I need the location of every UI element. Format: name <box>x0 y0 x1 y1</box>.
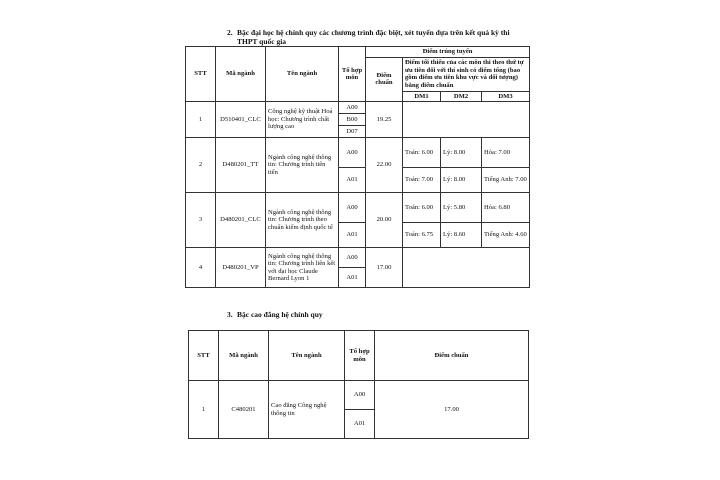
admission-table-college <box>188 330 529 439</box>
t2-header-diem-chuan: Điểm chuẩn <box>375 331 529 381</box>
row-4-stt: 4 <box>186 248 216 288</box>
table-row <box>186 102 530 114</box>
section-3-heading <box>227 310 527 319</box>
row-3-combo-a00: A00 <box>339 193 366 223</box>
row-4-combo-a00: A00 <box>339 248 366 268</box>
row-3-ma-nganh: D480201_CLC <box>216 193 266 248</box>
header-diem-trung-tuyen: Điểm trúng tuyển <box>366 47 530 58</box>
row-2-a00-dm3: Hóa: 7.00 <box>482 138 530 168</box>
row-3-a01-dm3: Tiếng Anh: 4.60 <box>482 223 530 248</box>
header-diem-toi-thieu: Điểm tối thiểu của các môn thi theo thứ tự ưu tiên đối với thí sinh có điểm tổng (bao gồm điểm ưu tiên khu vực và đối tượng) bằng điểm chuẩn <box>403 57 530 91</box>
row-3-diem-chuan: 20.00 <box>366 193 403 248</box>
row-4-diem-chuan: 17.00 <box>366 248 403 288</box>
t2-header-ma-nganh: Mã ngành <box>219 331 269 381</box>
section-3-number: 3. <box>227 310 233 319</box>
row-2-ten-nganh: Ngành công nghệ thông tin: Chương trình tiên tiến <box>266 138 339 193</box>
row-3-a00-dm3: Hóa: 6.80 <box>482 193 530 223</box>
section-2-number: 2. <box>227 28 233 37</box>
table-row <box>186 193 530 223</box>
header-ten-nganh: Tên ngành <box>266 47 339 102</box>
section-3-title: Bậc cao đẳng hệ chính quy <box>237 310 323 319</box>
t2-header-ten-nganh: Tên ngành <box>269 331 345 381</box>
admission-table-special-programs <box>185 46 530 288</box>
row-2-diem-chuan: 22.00 <box>366 138 403 193</box>
row-4-combo-a01: A01 <box>339 268 366 288</box>
row-1-ten-nganh: Công nghệ kỹ thuật Hoá học: Chương trình chất lượng cao <box>266 102 339 138</box>
row-2-a00-dm2: Lý: 8.00 <box>441 138 482 168</box>
row-4-dm-empty <box>403 248 530 288</box>
table-row <box>186 138 530 168</box>
header-ma-nganh: Mã ngành <box>216 47 266 102</box>
row-1-combo-d07: D07 <box>339 126 366 138</box>
row-1-combo-a00: A00 <box>339 102 366 114</box>
row-1-diem-chuan: 19.25 <box>366 102 403 138</box>
row-3-a01-dm2: Lý: 8.60 <box>441 223 482 248</box>
t2-row-combo-a00: A00 <box>345 381 375 410</box>
row-2-combo-a01: A01 <box>339 168 366 193</box>
section-2-title-line1: Bậc đại học hệ chính quy các chương trình đặc biệt, xét tuyển dựa trên kết quả kỳ thi <box>237 28 510 37</box>
row-4-ma-nganh: D480201_VP <box>216 248 266 288</box>
row-2-a00-dm1: Toán: 6.00 <box>403 138 441 168</box>
t2-row-combo-a01: A01 <box>345 410 375 439</box>
header-to-hop-mon: Tổ hợp môn <box>339 47 366 102</box>
t2-row-ma-nganh: C480201 <box>219 381 269 439</box>
row-2-a01-dm2: Lý: 8.00 <box>441 168 482 193</box>
row-1-combo-b00: B00 <box>339 114 366 126</box>
row-2-ma-nganh: D480201_TT <box>216 138 266 193</box>
row-1-dm-empty <box>403 102 530 138</box>
header-diem-chuan: Điểm chuẩn <box>366 57 403 102</box>
t2-row-ten-nganh: Cao đẳng Công nghệ thông tin <box>269 381 345 439</box>
row-3-a01-dm1: Toán: 6.75 <box>403 223 441 248</box>
row-2-a01-dm1: Toán: 7.00 <box>403 168 441 193</box>
row-2-stt: 2 <box>186 138 216 193</box>
row-1-ma-nganh: D510401_CLC <box>216 102 266 138</box>
header-stt: STT <box>186 47 216 102</box>
t2-header-to-hop-mon: Tổ hợp môn <box>345 331 375 381</box>
row-3-stt: 3 <box>186 193 216 248</box>
row-3-a00-dm1: Toán: 6.00 <box>403 193 441 223</box>
row-4-ten-nganh: Ngành công nghệ thông tin: Chương trình liên kết với đại học Claude Bernard Lyon 1 <box>266 248 339 288</box>
header-dm2: DM2 <box>441 91 482 102</box>
table-row <box>189 381 529 410</box>
row-3-combo-a01: A01 <box>339 223 366 248</box>
t2-row-diem-chuan: 17.00 <box>375 381 529 439</box>
header-dm1: DM1 <box>403 91 441 102</box>
header-dm3: DM3 <box>482 91 530 102</box>
t2-row-stt: 1 <box>189 381 219 439</box>
section-2-heading <box>227 28 527 46</box>
row-2-combo-a00: A00 <box>339 138 366 168</box>
row-3-ten-nganh: Ngành công nghệ thông tin: Chương trình theo chuẩn kiểm định quốc tế <box>266 193 339 248</box>
row-1-stt: 1 <box>186 102 216 138</box>
t2-header-stt: STT <box>189 331 219 381</box>
table-row <box>186 248 530 268</box>
row-3-a00-dm2: Lý: 5.80 <box>441 193 482 223</box>
row-2-a01-dm3: Tiếng Anh: 7.00 <box>482 168 530 193</box>
section-2-title-line2: THPT quốc gia <box>237 37 287 46</box>
